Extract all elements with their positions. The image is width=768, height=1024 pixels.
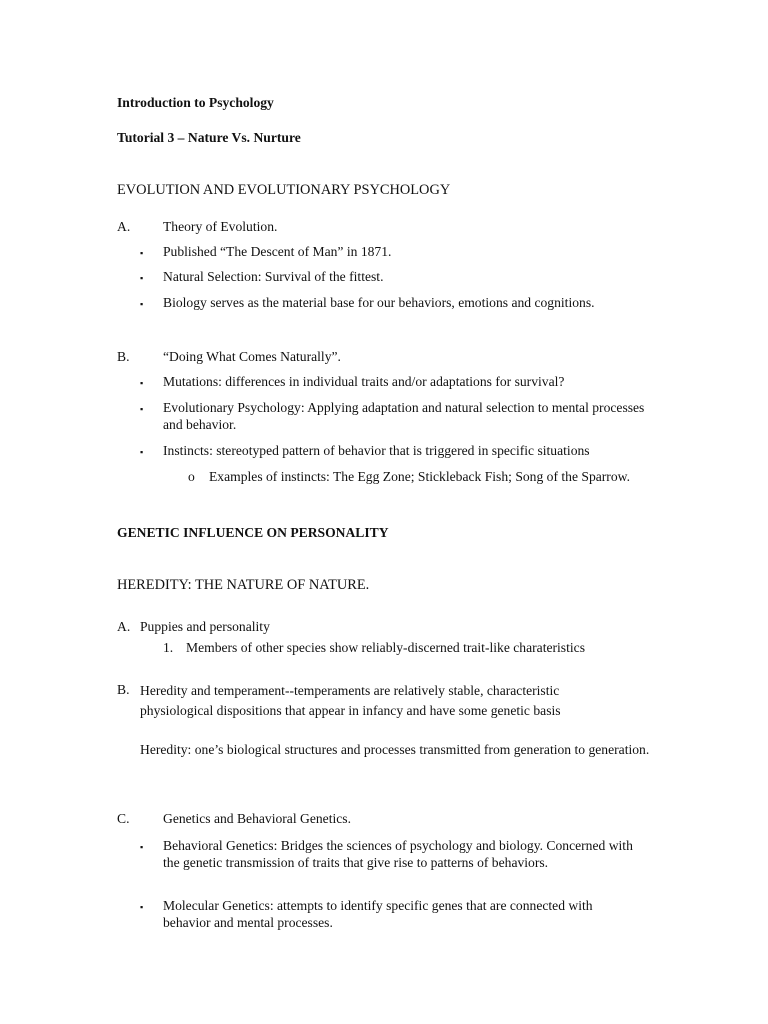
item-marker-c: C.: [117, 811, 130, 826]
item-marker-b: B.: [117, 682, 130, 697]
bullet-icon: ▪: [140, 299, 144, 309]
course-title: Introduction to Psychology: [117, 95, 274, 110]
bullet-text: Natural Selection: Survival of the fittest.: [163, 269, 384, 284]
bullet-text: Evolutionary Psychology: Applying adaptation and natural selection to mental processes and behavior.: [163, 400, 645, 432]
item-label-doing-what-comes-naturally: “Doing What Comes Naturally”.: [163, 349, 341, 364]
sub-bullet-text: Examples of instincts: The Egg Zone; Stickleback Fish; Song of the Sparrow.: [209, 469, 630, 484]
bullet-icon: ▪: [140, 404, 144, 414]
numbered-marker: 1.: [163, 640, 174, 655]
bullet-icon: ▪: [140, 842, 144, 852]
sub-bullet-marker: o: [188, 469, 195, 484]
heredity-definition: Heredity: one’s biological structures and processes transmitted from generation to generation.: [140, 742, 650, 757]
bullet-text: Instincts: stereotyped pattern of behavior that is triggered in specific situations: [163, 443, 590, 458]
item-label-genetics: Genetics and Behavioral Genetics.: [163, 811, 351, 826]
bullet-icon: ▪: [140, 447, 144, 457]
bullet-icon: ▪: [140, 378, 144, 388]
tutorial-title: Tutorial 3 – Nature Vs. Nurture: [117, 130, 301, 145]
bullet-icon: ▪: [140, 273, 144, 283]
bullet-icon: ▪: [140, 902, 144, 912]
numbered-text: Members of other species show reliably-discerned trait-like charateristics: [186, 640, 585, 655]
item-label-theory-of-evolution: Theory of Evolution.: [163, 219, 278, 234]
bullet-text: Biology serves as the material base for our behaviors, emotions and cognitions.: [163, 295, 595, 310]
bullet-icon: ▪: [140, 248, 144, 258]
bullet-text: Behavioral Genetics: Bridges the sciences of psychology and biology. Concerned with the genetic transmission of traits that give rise to patterns of behaviors.: [163, 838, 633, 870]
bullet-text: Molecular Genetics: attempts to identify specific genes that are connected with behavior and mental processes.: [163, 898, 593, 930]
item-marker-a: A.: [117, 619, 131, 634]
item-text-temperament: Heredity and temperament--temperaments are relatively stable, characteristic physiological dispositions that appear in infancy and have some genetic basis: [140, 683, 561, 718]
bullet-text: Mutations: differences in individual traits and/or adaptations for survival?: [163, 374, 565, 389]
section-heading-heredity: HEREDITY: THE NATURE OF NATURE.: [117, 577, 370, 593]
bullet-text: Published “The Descent of Man” in 1871.: [163, 244, 392, 259]
item-marker-a: A.: [117, 219, 131, 234]
item-marker-b: B.: [117, 349, 130, 364]
item-label-puppies: Puppies and personality: [140, 619, 270, 634]
section-heading-genetic-influence: GENETIC INFLUENCE ON PERSONALITY: [117, 525, 389, 540]
section-heading-evolution: EVOLUTION AND EVOLUTIONARY PSYCHOLOGY: [117, 182, 451, 198]
